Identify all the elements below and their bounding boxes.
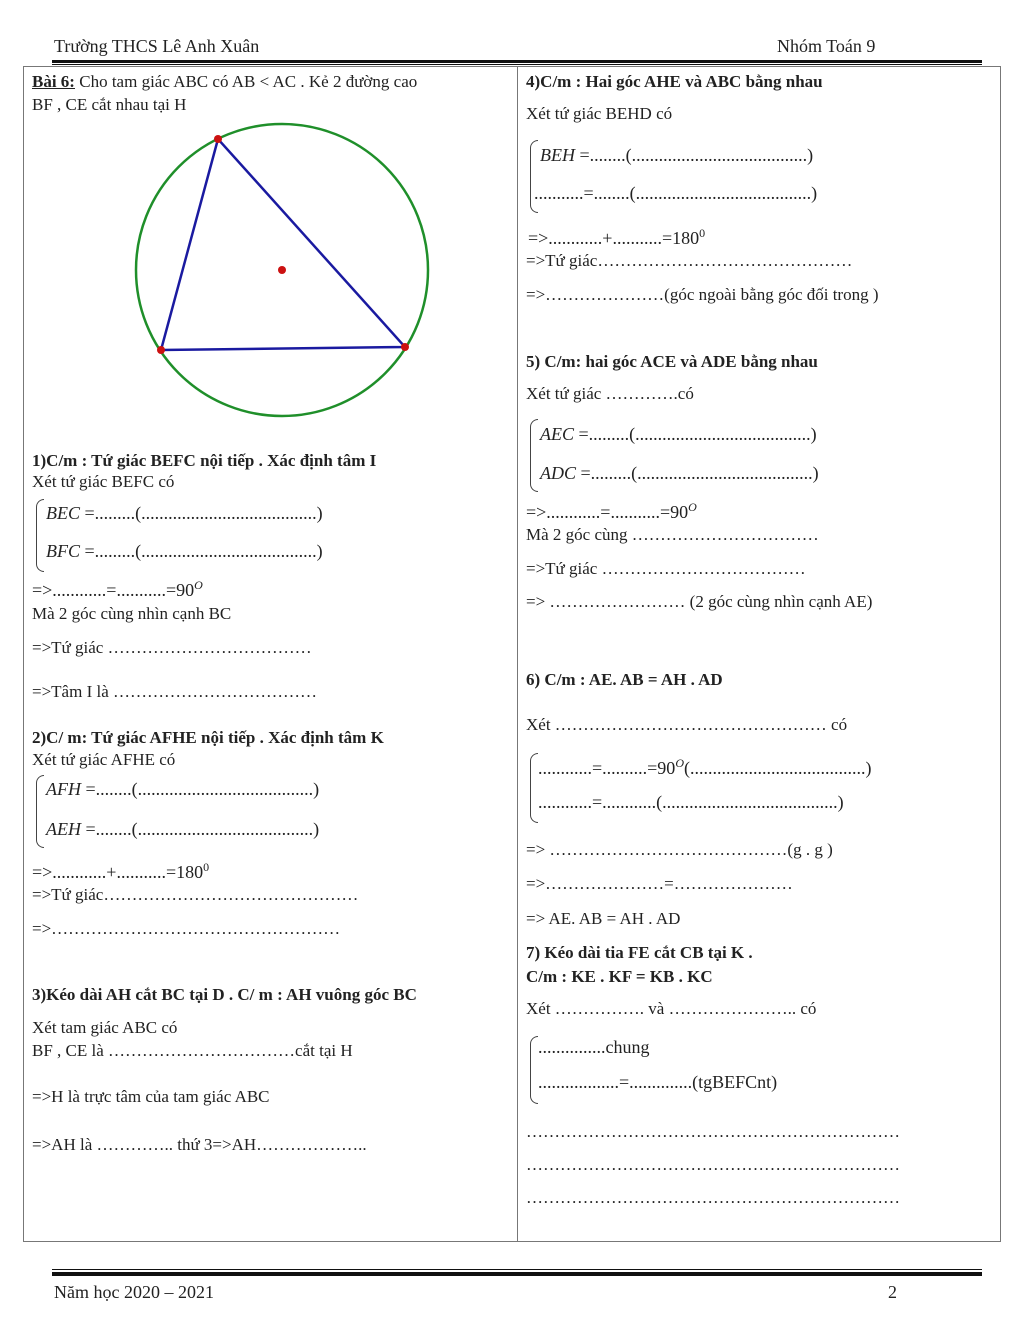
degree-mark: O: [194, 578, 203, 592]
s7-dots-3: …………………………………………………………: [526, 1188, 900, 1207]
angle-bec: BEC: [46, 503, 80, 523]
s5-system-brace: [530, 419, 538, 492]
s7-intro: Xét ……………. và ………………….. có: [526, 999, 817, 1018]
s2-intro: Xét tứ giác AFHE có: [32, 750, 176, 769]
circle-center: [278, 266, 286, 274]
header-rule-thin: [52, 64, 982, 65]
s1-row-2-blank: =.........(.......................................): [80, 541, 323, 561]
s1-row-1-blank: =.........(.......................................): [80, 503, 323, 523]
footer-rule: [52, 1272, 982, 1276]
s6-title: 6) C/m : AE. AB = AH . AD: [526, 670, 723, 689]
s2-result-main: =>............+...........=180: [32, 862, 204, 882]
s7-row-1: ...............chung: [538, 1037, 650, 1057]
s2-line-1: =>Tứ giác………………………………………: [32, 885, 359, 904]
page-number: 2: [888, 1282, 897, 1302]
problem-statement: [32, 72, 417, 92]
school-year: Năm học 2020 – 2021: [54, 1282, 214, 1302]
angle-adc: ADC: [540, 463, 576, 483]
school-name: Trường THCS Lê Anh Xuân: [54, 36, 260, 56]
angle-afh: AFH: [46, 779, 81, 799]
s7-dots-1: …………………………………………………………: [526, 1122, 900, 1141]
s6-line-3: => AE. AB = AH . AD: [526, 909, 681, 928]
vertex-c: [401, 343, 409, 351]
problem-line-2: BF , CE cắt nhau tại H: [32, 95, 187, 114]
s2-line-2: =>……………………………………………: [32, 919, 341, 938]
s4-row-1: [540, 145, 813, 166]
s7-dots-2: …………………………………………………………: [526, 1155, 900, 1174]
s7-system-brace: [530, 1036, 538, 1104]
s4-intro: Xét tứ giác BEHD có: [526, 104, 673, 123]
s5-line-1: Mà 2 góc cùng ……………………………: [526, 525, 819, 544]
s1-line-2: =>Tứ giác ………………………………: [32, 638, 312, 657]
s5-row-2-blank: =.........(.......................................): [576, 463, 819, 483]
s5-row-1-blank: =.........(.......................................): [574, 424, 817, 444]
s1-line-3: =>Tâm I là ………………………………: [32, 682, 318, 701]
group-name: Nhóm Toán 9: [777, 36, 876, 56]
s5-line-3: => …………………… (2 góc cùng nhìn cạnh AE): [526, 592, 873, 611]
s5-row-2: [540, 463, 819, 484]
s1-line-1: Mà 2 góc cùng nhìn cạnh BC: [32, 604, 232, 623]
s2-title: 2)C/ m: Tứ giác AFHE nội tiếp . Xác định tâm K: [32, 728, 384, 747]
angle-aec: AEC: [540, 424, 574, 444]
degree-mark: O: [688, 500, 697, 514]
s6-intro: Xét ………………………………………… có: [526, 715, 848, 734]
s2-row-1: [46, 779, 319, 800]
s6-system-brace: [530, 753, 538, 823]
s7-title-2: C/m : KE . KF = KB . KC: [526, 967, 713, 986]
s1-row-1: [46, 503, 323, 524]
s1-intro: Xét tứ giác BEFC có: [32, 472, 175, 491]
s2-row-1-blank: =........(.......................................): [81, 779, 320, 799]
s6-row-2: ............=............(.......................................): [538, 792, 844, 812]
s6-line-1: => ……………………………………(g . g ): [526, 840, 833, 859]
s3-line-3: =>H là trực tâm của tam giác ABC: [32, 1087, 270, 1106]
s3-title: 3)Kéo dài AH cắt BC tại D . C/ m : AH vuông góc BC: [32, 985, 417, 1004]
s1-title: 1)C/m : Tứ giác BEFC nội tiếp . Xác định tâm I: [32, 451, 377, 470]
s2-row-2-blank: =........(.......................................): [81, 819, 320, 839]
angle-bfc: BFC: [46, 541, 80, 561]
s1-row-2: [46, 541, 323, 562]
s4-result: [528, 226, 705, 249]
s4-line-2: =>…………………(góc ngoài bằng góc đối trong ): [526, 285, 879, 304]
s6-row-1-main: ............=..........=90: [538, 758, 676, 778]
angle-aeh: AEH: [46, 819, 81, 839]
s7-row-2: ..................=..............(tgBEFCnt): [538, 1072, 778, 1092]
s5-line-2: =>Tứ giác ………………………………: [526, 559, 806, 578]
s4-title: 4)C/m : Hai góc AHE và ABC bằng nhau: [526, 72, 823, 91]
s6-row-1: [538, 756, 871, 779]
problem-line-1: Cho tam giác ABC có AB < AC . Kẻ 2 đường cao: [74, 72, 418, 91]
s3-line-2: BF , CE là ……………………………cắt tại H: [32, 1041, 353, 1060]
s4-result-main: =>............+...........=180: [528, 228, 700, 248]
s3-line-1: Xét tam giác ABC có: [32, 1018, 178, 1037]
s2-result: [32, 860, 209, 883]
s5-intro: Xét tứ giác ………….có: [526, 384, 694, 403]
s7-title-1: 7) Kéo dài tia FE cắt CB tại K .: [526, 943, 753, 962]
vertex-a: [214, 135, 222, 143]
angle-beh: BEH: [540, 145, 575, 165]
s1-result-main: =>............=...........=90: [32, 580, 195, 600]
degree-mark: O: [675, 756, 684, 770]
s6-line-2: =>…………………=…………………: [526, 874, 793, 893]
s5-result-main: =>............=...........=90: [526, 502, 689, 522]
triangle-figure: [130, 118, 435, 423]
degree-mark: 0: [699, 226, 706, 240]
s4-row-1-blank: =........(.......................................): [575, 145, 814, 165]
column-divider: [517, 66, 518, 1242]
s5-row-1: [540, 424, 817, 445]
s6-row-1-reason: (.......................................): [683, 758, 872, 778]
triangle-abc: [161, 139, 405, 350]
s2-row-2: [46, 819, 319, 840]
s5-result: [526, 500, 697, 523]
s4-row-2: ...........=........(.......................................): [534, 183, 818, 203]
degree-mark: 0: [203, 860, 210, 874]
s1-result: [32, 578, 203, 601]
s4-line-1: =>Tứ giác………………………………………: [526, 251, 853, 270]
s1-system-brace: [36, 499, 44, 572]
footer-rule-thin: [52, 1269, 982, 1270]
header-rule: [52, 60, 982, 63]
s3-line-4: =>AH là ………….. thứ 3=>AH………………..: [32, 1135, 367, 1154]
s2-system-brace: [36, 775, 44, 848]
vertex-b: [157, 346, 165, 354]
s5-title: 5) C/m: hai góc ACE và ADE bằng nhau: [526, 352, 818, 371]
problem-title: Bài 6:: [32, 72, 75, 91]
